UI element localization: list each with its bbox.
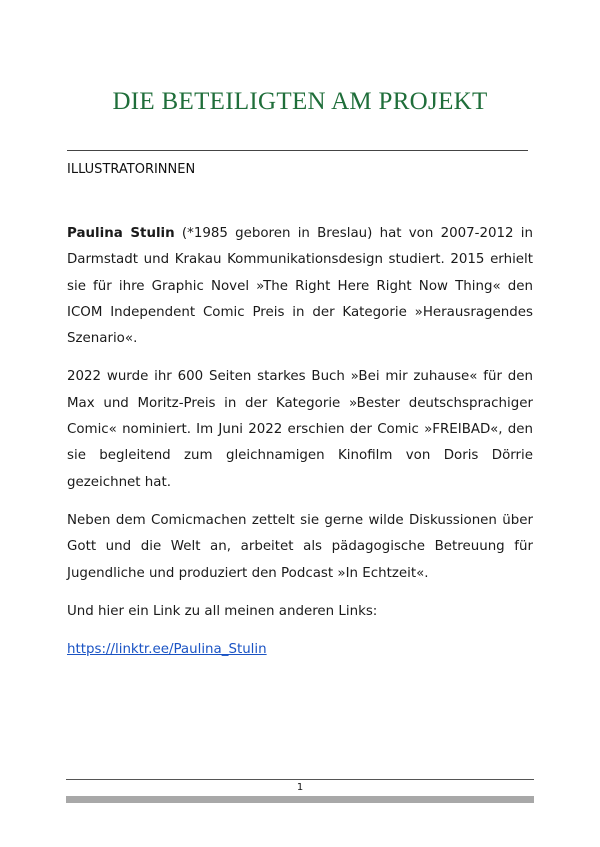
bio-paragraph-1-text: (*1985 geboren in Breslau) hat von 2007-2012 in Darmstadt und Krakau Kommunikationsdesign studiert. 2015 erhielt sie für ihre Graphic Novel »The Right Here Right Now Thing« den ICOM Independent Comic Preis in der Kategorie »Herausragendes Szenario«.: [67, 226, 533, 347]
footer-bar: [66, 796, 534, 803]
title-divider: [67, 150, 528, 151]
footer-divider: [66, 779, 534, 780]
bio-paragraph-1: [67, 221, 533, 352]
section-heading: ILLUSTRATORINNEN: [67, 162, 196, 177]
document-body: [67, 221, 533, 675]
person-name: Paulina Stulin: [67, 226, 175, 241]
bio-paragraph-3: Neben dem Comicmachen zettelt sie gerne wilde Diskussionen über Gott und die Welt an, arbeitet als pädagogische Betreuung für Jugendliche und produziert den Podcast »In Echtzeit«.: [67, 512, 533, 581]
bio-paragraph-2: 2022 wurde ihr 600 Seiten starkes Buch »Bei mir zuhause« für den Max und Moritz-Preis in der Kategorie »Bester deutschsprachiger Comic« nominiert. Im Juni 2022 erschien der Comic »FREIBAD«, den sie begleitend zum gleichnamigen Kinofilm von Doris Dörrie gezeichnet hat.: [67, 369, 533, 490]
link-intro-paragraph: Und hier ein Link zu all meinen anderen Links:: [67, 603, 378, 619]
page-number: 1: [296, 782, 304, 793]
document-title: DIE BETEILIGTEN AM PROJEKT: [112, 88, 488, 115]
linktree-link[interactable]: https://linktr.ee/Paulina_Stulin: [67, 642, 267, 658]
